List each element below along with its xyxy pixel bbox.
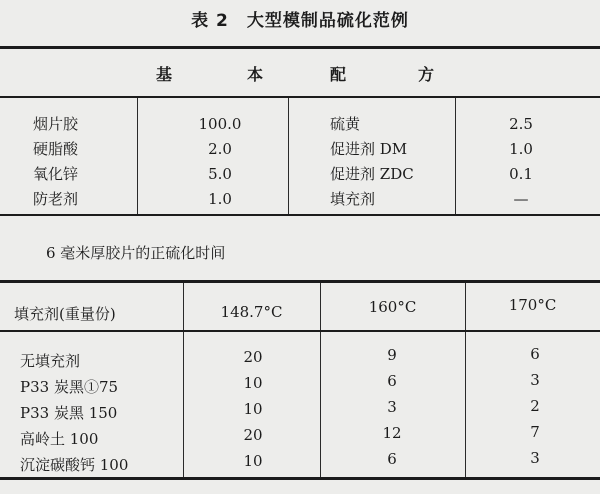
formula-value: 5.0 (208, 165, 232, 183)
cure-header: 160°C (368, 298, 417, 316)
table-title (0, 6, 600, 31)
cure-header: 148.7°C (220, 303, 283, 321)
top-rule (0, 46, 600, 49)
cure-filler: 沉淀碳酸钙 100 (20, 456, 129, 474)
cure-time: 12 (382, 424, 402, 442)
formula-header-rule (0, 96, 600, 98)
cure-bottom-rule (0, 477, 600, 480)
cure-filler: 无填充剂 (20, 352, 81, 370)
cure-time: 7 (530, 423, 540, 441)
cure-time: 6 (387, 372, 397, 390)
formula-ingredient: 硬脂酸 (33, 140, 79, 158)
table-title-text: 大型模制品硫化范例 (246, 11, 409, 31)
formula-value: 2.0 (208, 140, 232, 158)
cure-time: 6 (530, 345, 540, 363)
cure-filler: P33 炭黑①75 (20, 378, 119, 396)
cure-time: 10 (243, 452, 263, 470)
cure-section-label: 6 毫米厚胶片的正硫化时间 (46, 244, 226, 262)
cure-time: 3 (387, 398, 397, 416)
formula-col-divider (455, 98, 456, 214)
formula-value: 1.0 (208, 190, 232, 208)
cure-time: 6 (387, 450, 397, 468)
table-number: 表 2 (191, 11, 229, 31)
formula-header-char: 方 (418, 65, 435, 84)
formula-bottom-rule (0, 214, 600, 216)
formula-value: 2.5 (509, 115, 533, 133)
formula-value: 1.0 (509, 140, 533, 158)
formula-col-divider (288, 98, 289, 214)
cure-filler: P33 炭黑 150 (20, 404, 118, 422)
formula-ingredient: 促进剂 DM (330, 140, 408, 158)
cure-header: 170°C (508, 296, 557, 314)
formula-ingredient: 氧化锌 (33, 165, 79, 183)
formula-value: 0.1 (509, 165, 533, 183)
formula-ingredient: 烟片胶 (33, 115, 79, 133)
cure-filler: 高岭土 100 (20, 430, 99, 448)
formula-header-char: 本 (247, 65, 264, 84)
cure-time: 20 (243, 426, 263, 444)
cure-time: 3 (530, 371, 540, 389)
cure-time: 20 (243, 348, 263, 366)
formula-value: 100.0 (198, 115, 242, 133)
formula-ingredient: 促进剂 ZDC (330, 165, 414, 183)
cure-time: 2 (530, 397, 540, 415)
formula-header-char: 配 (330, 65, 347, 84)
cure-header: 填充剂(重量份) (14, 305, 116, 323)
cure-time: 10 (243, 374, 263, 392)
cure-time: 9 (387, 346, 397, 364)
formula-ingredient: 填充剂 (330, 190, 376, 208)
cure-header-rule (0, 330, 600, 332)
cure-time: 10 (243, 400, 263, 418)
formula-header-char: 基 (156, 65, 173, 84)
formula-ingredient: 硫黄 (330, 115, 361, 133)
formula-col-divider (137, 98, 138, 214)
cure-top-rule (0, 280, 600, 283)
formula-value: — (513, 190, 529, 208)
formula-ingredient: 防老剂 (33, 190, 79, 208)
cure-time: 3 (530, 449, 540, 467)
